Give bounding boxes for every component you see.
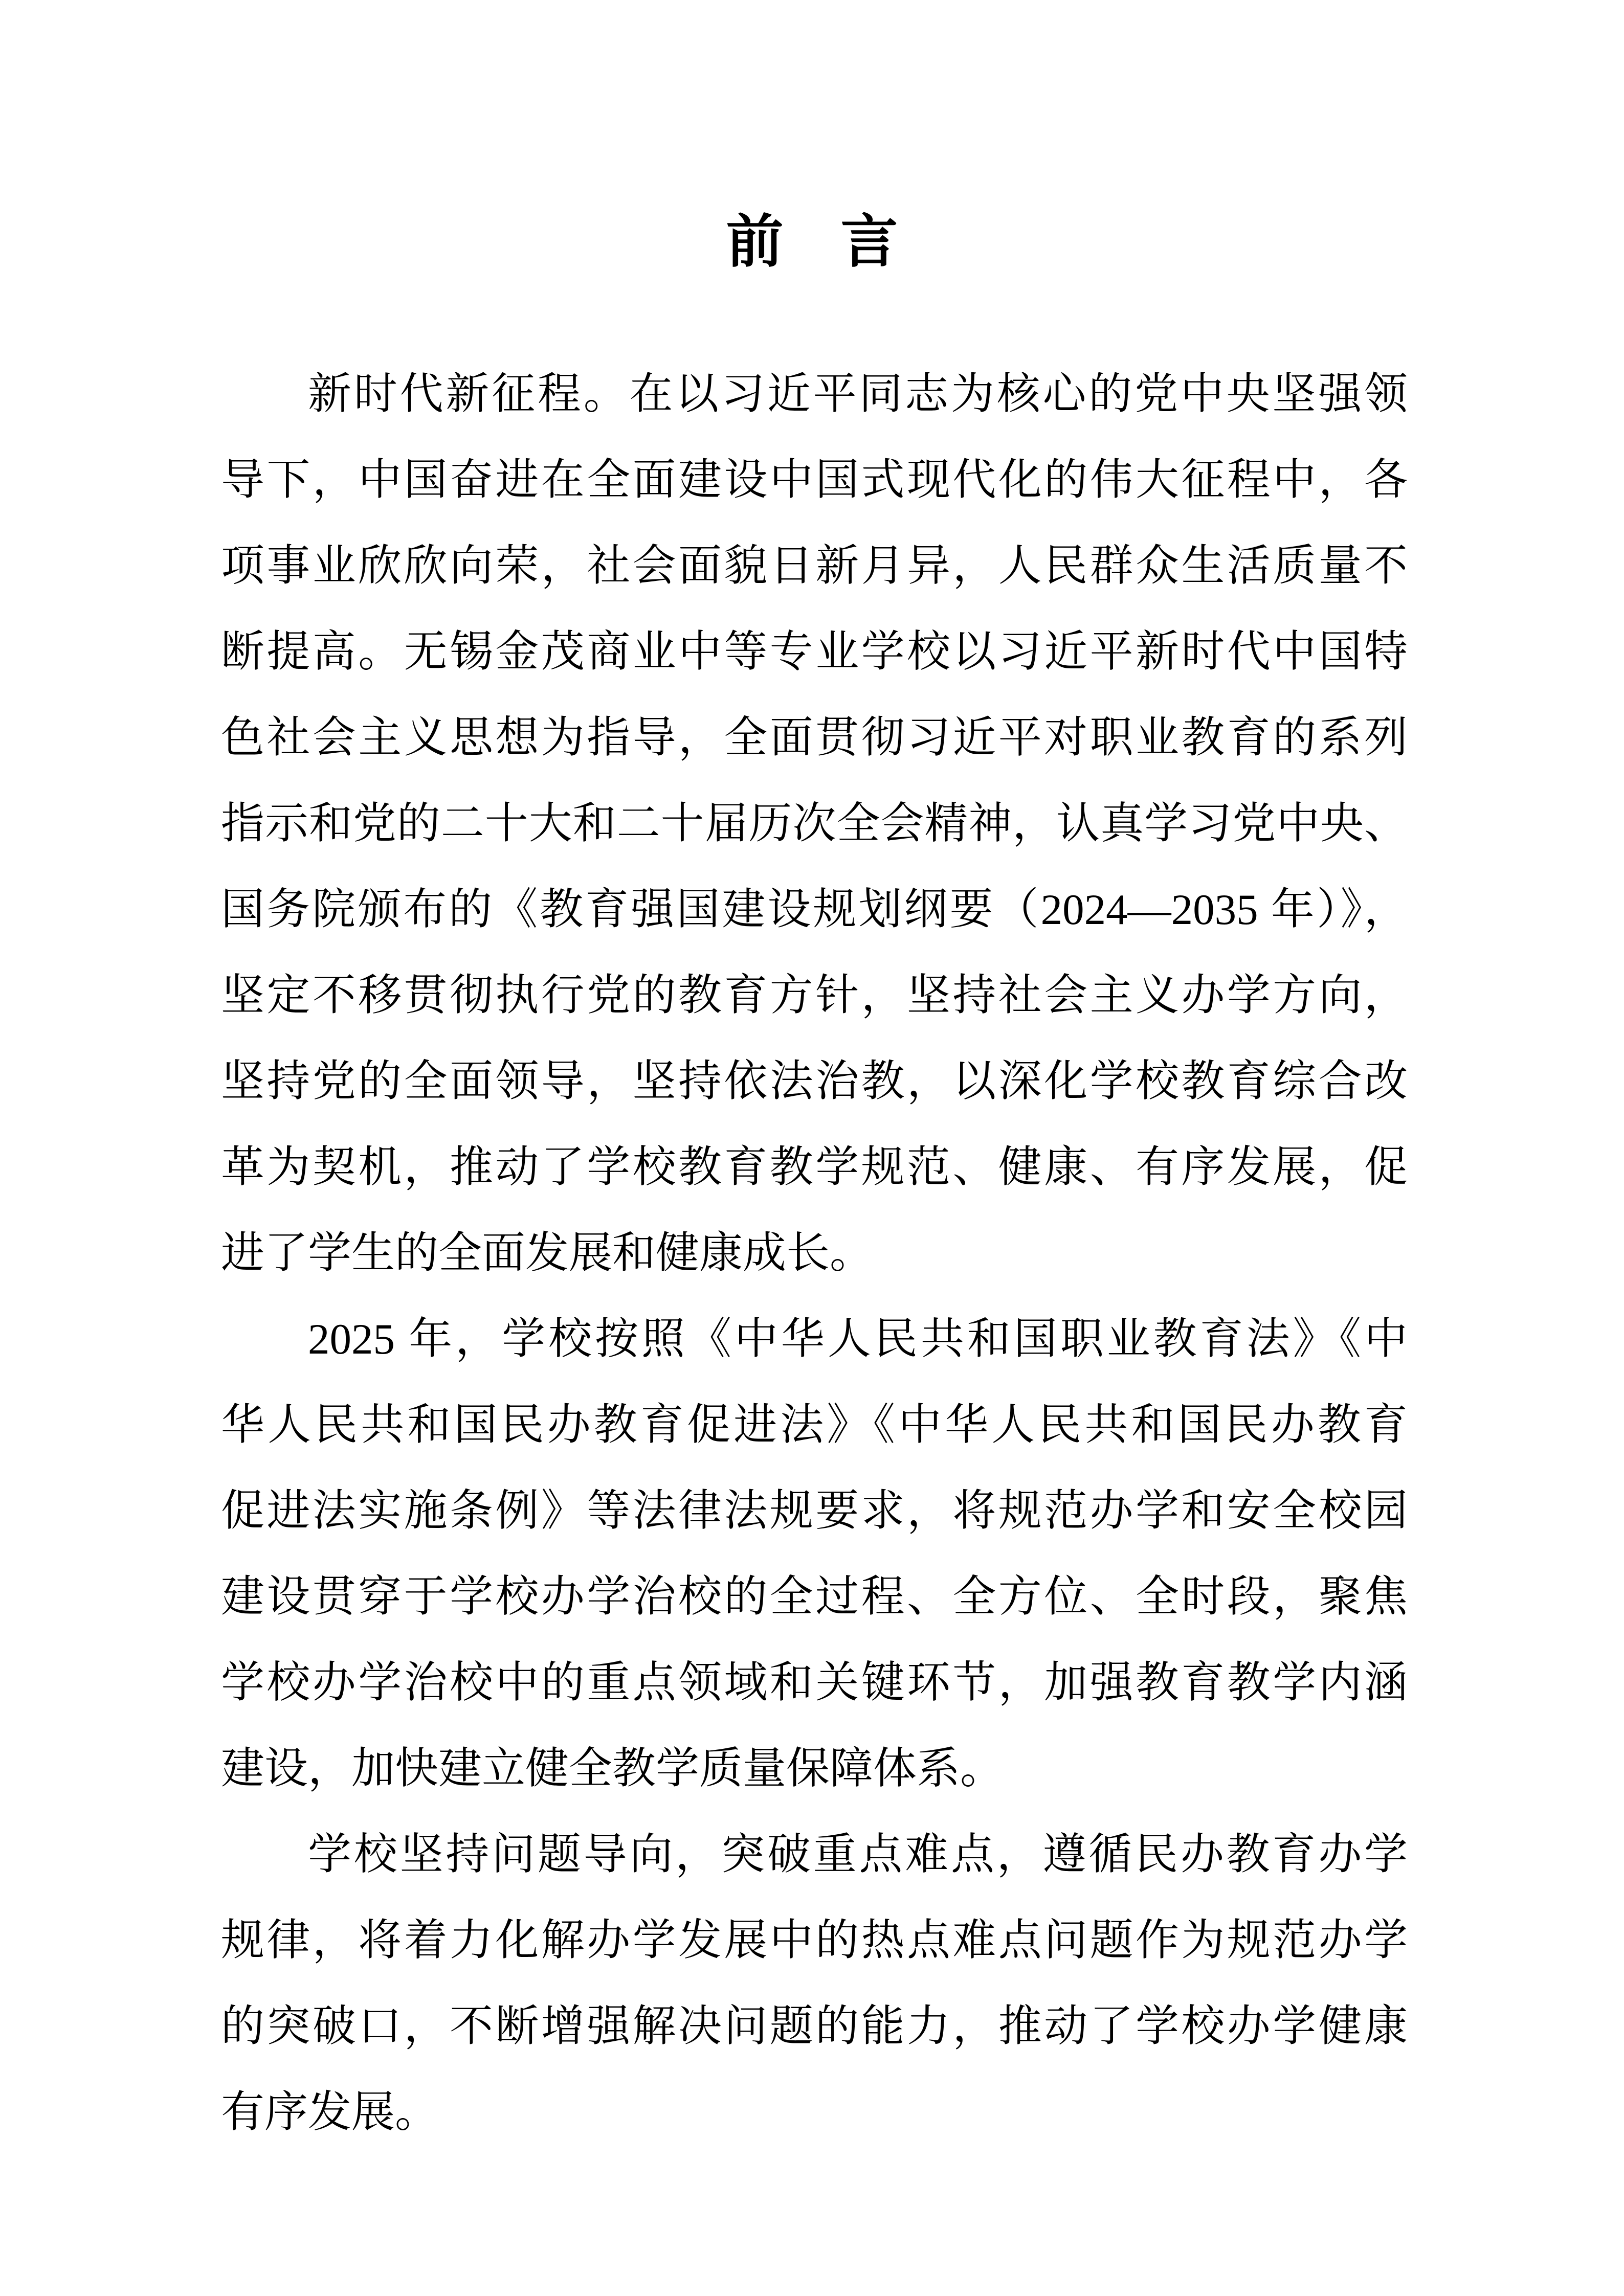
text-line: 导下，中国奋进在全面建设中国式现代化的伟大征程中，各 — [221, 456, 1408, 504]
text-line: 革为契机，推动了学校教育教学规范、健康、有序发展，促 — [221, 1143, 1408, 1191]
text-line: 国务院颁布的《教育强国建设规划纲要（2024—2035 年）》， — [221, 886, 1408, 934]
text-line: 坚定不移贯彻执行党的教育方针，坚持社会主义办学方向， — [221, 972, 1408, 1020]
text-line: 有序发展。 — [221, 2088, 439, 2136]
paragraph — [221, 1296, 1408, 1812]
paragraph — [221, 351, 1408, 1296]
text-line: 的突破口，不断增强解决问题的能力，推动了学校办学健康 — [221, 2002, 1408, 2051]
text-line: 建设，加快建立健全教学质量保障体系。 — [221, 1745, 1004, 1793]
page-title: 前 言 — [726, 211, 898, 274]
text-line: 规律，将着力化解办学发展中的热点难点问题作为规范办学 — [221, 1917, 1408, 1965]
text-line: 色社会主义思想为指导，全面贯彻习近平对职业教育的系列 — [221, 714, 1408, 762]
text-line: 学校坚持问题导向，突破重点难点，遵循民办教育办学 — [308, 1831, 1408, 1879]
document-body — [221, 351, 1408, 2155]
text-line: 断提高。无锡金茂商业中等专业学校以习近平新时代中国特 — [221, 628, 1408, 676]
text-line: 进了学生的全面发展和健康成长。 — [221, 1229, 874, 1277]
paragraph — [221, 1812, 1408, 2155]
text-line: 学校办学治校中的重点领域和关键环节，加强教育教学内涵 — [221, 1659, 1408, 1707]
text-line: 新时代新征程。在以习近平同志为核心的党中央坚强领 — [308, 370, 1408, 418]
text-line: 项事业欣欣向荣，社会面貌日新月异，人民群众生活质量不 — [221, 542, 1408, 590]
text-line: 华人民共和国民办教育促进法》《中华人民共和国民办教育 — [221, 1401, 1408, 1449]
text-line: 坚持党的全面领导，坚持依法治教，以深化学校教育综合改 — [221, 1057, 1408, 1106]
text-line: 2025 年，学校按照《中华人民共和国职业教育法》《中 — [308, 1315, 1408, 1363]
text-line: 建设贯穿于学校办学治校的全过程、全方位、全时段，聚焦 — [221, 1573, 1408, 1621]
text-line: 指示和党的二十大和二十届历次全会精神，认真学习党中央、 — [221, 800, 1408, 848]
text-line: 促进法实施条例》等法律法规要求，将规范办学和安全校园 — [221, 1487, 1408, 1535]
